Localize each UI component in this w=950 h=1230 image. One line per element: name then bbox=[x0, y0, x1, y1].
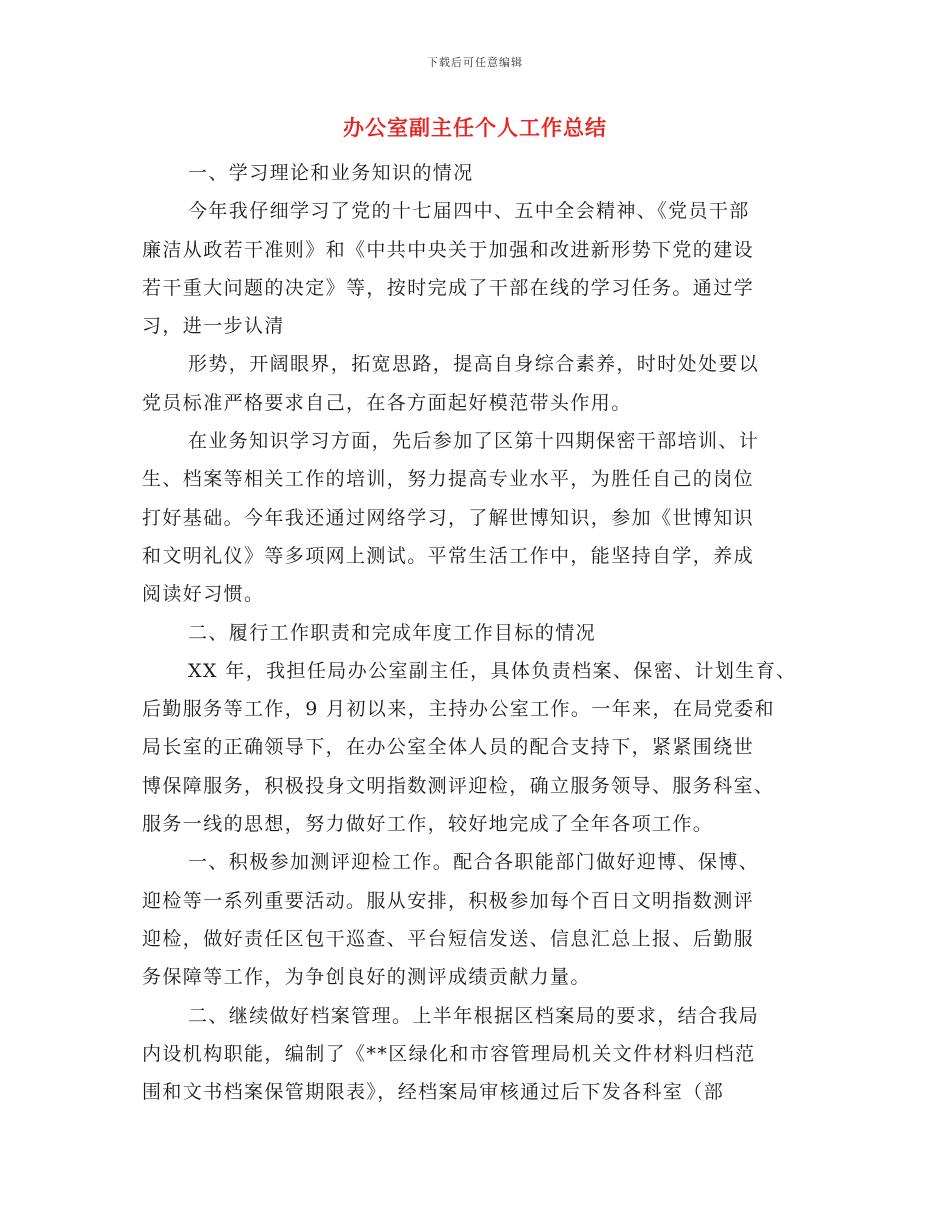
text-line: 务保障等工作，为争创良好的测评成绩贡献力量。 bbox=[142, 966, 591, 989]
text-line: 迎检等一系列重要活动。服从安排，积极参加每个百日文明指数测评 bbox=[142, 889, 755, 912]
text-line: XX 年，我担任局办公室副主任，具体负责档案、保密、计划生育、 bbox=[188, 659, 797, 682]
text-line: 博保障服务，积极投身文明指数测评迎检，确立服务领导、服务科室、 bbox=[142, 774, 775, 797]
text-line: 局长室的正确领导下，在办公室全体人员的配合支持下，紧紧围绕世 bbox=[142, 736, 755, 759]
text-line: 廉洁从政若干准则》和《中共中央关于加强和改进新形势下党的建设 bbox=[142, 238, 755, 261]
text-line: 围和文书档案保管期限表》，经档案局审核通过后下发各科室（部 bbox=[142, 1081, 725, 1104]
text-line: 后勤服务等工作，9 月初以来，主持办公室工作。一年来，在局党委和 bbox=[142, 698, 775, 721]
text-line: 和文明礼仪》等多项网上测试。平常生活工作中，能坚持自学，养成 bbox=[142, 544, 755, 567]
document-title: 办公室副主任个人工作总结 bbox=[343, 115, 607, 140]
document-body bbox=[142, 154, 814, 1111]
text-line: 二、继续做好档案管理。上半年根据区档案局的要求，结合我局 bbox=[188, 1004, 760, 1027]
text-line: 在业务知识学习方面，先后参加了区第十四期保密干部培训、计 bbox=[188, 430, 760, 453]
text-line: 二、履行工作职责和完成年度工作目标的情况 bbox=[188, 621, 597, 644]
text-line: 今年我仔细学习了党的十七届四中、五中全会精神、《党员干部 bbox=[188, 200, 750, 223]
text-line: 党员标准严格要求自己，在各方面起好模范带头作用。 bbox=[142, 391, 632, 414]
text-line: 迎检，做好责任区包干巡查、平台短信发送、信息汇总上报、后勤服 bbox=[142, 927, 755, 950]
text-line: 若干重大问题的决定》等，按时完成了干部在线的学习任务。通过学 bbox=[142, 276, 755, 299]
text-line: 形势，开阔眼界，拓宽思路，提高自身综合素养，时时处处要以 bbox=[188, 353, 760, 376]
header-note: 下载后可任意编辑 bbox=[427, 56, 523, 69]
text-line: 服务一线的思想，努力做好工作，较好地完成了全年各项工作。 bbox=[142, 813, 714, 836]
text-line: 生、档案等相关工作的培训，努力提高专业水平，为胜任自己的岗位 bbox=[142, 468, 755, 491]
text-line: 打好基础。今年我还通过网络学习，了解世博知识，参加《世博知识 bbox=[142, 506, 755, 529]
text-line: 一、学习理论和业务知识的情况 bbox=[188, 162, 474, 184]
text-line: 内设机构职能，编制了《**区绿化和市容管理局机关文件材料归档范 bbox=[142, 1042, 756, 1065]
text-line: 阅读好习惯。 bbox=[142, 583, 265, 606]
text-line: 一、积极参加测评迎检工作。配合各职能部门做好迎博、保博、 bbox=[188, 851, 760, 874]
text-line: 习，进一步认清 bbox=[142, 315, 285, 338]
